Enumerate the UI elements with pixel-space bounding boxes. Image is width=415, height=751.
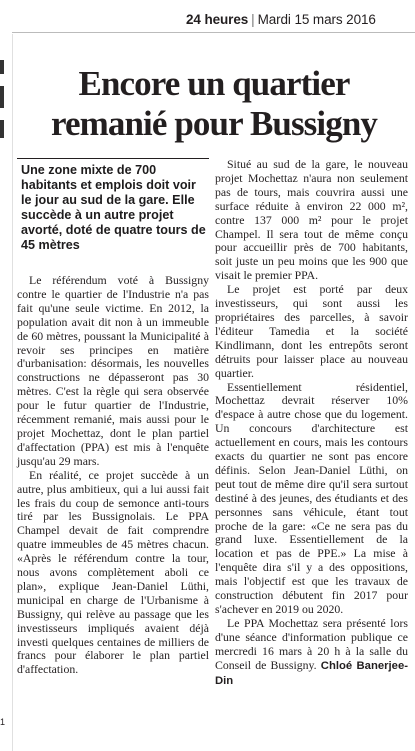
- body-paragraph: Le projet est porté par deux investisseurs, qui sont aussi les propriétaires des parcelles, à savoir l'éditeur Tamedia et la société Kindlimann, dont les entrepôts seront détruits pour laisser place au nouveau quartier.: [215, 282, 408, 380]
- body-paragraph: [215, 617, 408, 689]
- body-paragraph: Le référendum voté à Bussigny contre le quartier de l'Industrie n'a pas fait qu'une seule victime. En 2012, la population avait dit non à un immeuble de 60 mètres, poussant la Municipalité à revoir ses principes en matière d'urbanisation: désormais, les nouvelles constructions ne dépasseront pas 30 mètres. C'est la règle qui sera observée pour le futur quartier de l'Industrie, récemment remanié, mais aussi pour le projet Mochettaz, dont le plan partiel d'affectation (PPA) est mis à l'enquête jusqu'au 29 mars.: [17, 273, 209, 468]
- article-headline: [14, 64, 414, 144]
- article-lead: Une zone mixte de 700 habitants et emplois doit voir le jour au sud de la gare. Elle succède à un autre projet avorté, doté de quatre tours de 45 mètres: [17, 158, 209, 253]
- margin-mark: 1: [0, 717, 6, 727]
- author-byline: Chloé Banerjee-Din: [215, 659, 408, 687]
- body-paragraph: Essentiellement résidentiel, Mochettaz devrait réserver 10% d'espace à autre chose que du logement. Un concours d'architecture est actuellement en cours, mais les contours exacts du quartier ne sont pas encore définis. Selon Jean-Daniel Lüthi, on peut tout de même dire qu'il sera surtout destiné à des jeunes, des étudiants et des personnes sans véhicule, étant tout proche de la gare: «Ce ne sera pas du grand luxe. Essentiellement de la location et pas de PPE.» La mise à l'enquête dira s'il y a des oppositions, mais l'objectif est que les travaux de construction débutent fin 2017 pour s'achever en 2019 ou 2020.: [215, 379, 408, 616]
- article-column-right: [215, 158, 408, 688]
- adjacent-photo-edge: [0, 60, 6, 140]
- body-paragraph: En réalité, ce projet succède à un autre, plus ambitieux, qui a lui aussi fait les frais du coup de semonce anti-tours tiré par les Bussignolais. Le PPA Champel devait de fait comprendre quatre immeubles de 45 mètres chacun. «Après le référendum contre la tour, nous avons complètement aboli ce plan», explique Jean-Daniel Lüthi, municipal en charge de l'Urbanisme à Bussigny, qui relève au passage que les investisseurs impliqués avaient déjà investi quelques centaines de milliers de francs pour élaborer le plan partiel d'affectation.: [17, 467, 209, 677]
- newspaper-name: 24 heures: [186, 12, 249, 27]
- headline-line-2: remanié pour Bussigny: [51, 104, 377, 143]
- article-column-left: [17, 158, 209, 677]
- body-paragraph: Situé au sud de la gare, le nouveau projet Mochettaz n'aura non seulement pas de tours, mais couvrira aussi une surface réduite à environ 22 000 m², contre 137 000 m² pour le projet Champel. Il sera tout de même conçu pour accueillir près de 700 habitants, soit juste un peu moins que les 900 que visait le premier PPA.: [215, 157, 408, 283]
- column-divider: [12, 34, 13, 751]
- masthead-separator: |: [251, 12, 255, 27]
- masthead: [186, 12, 415, 27]
- closing-text: Le PPA Mochettaz sera présenté lors d'une séance d'information publique ce mercredi 16 mars à 20 h à la salle du Conseil de Bussigny.: [215, 615, 408, 672]
- masthead-rule: [12, 32, 415, 33]
- headline-line-1: Encore un quartier: [78, 64, 350, 103]
- issue-date: Mardi 15 mars 2016: [257, 12, 376, 27]
